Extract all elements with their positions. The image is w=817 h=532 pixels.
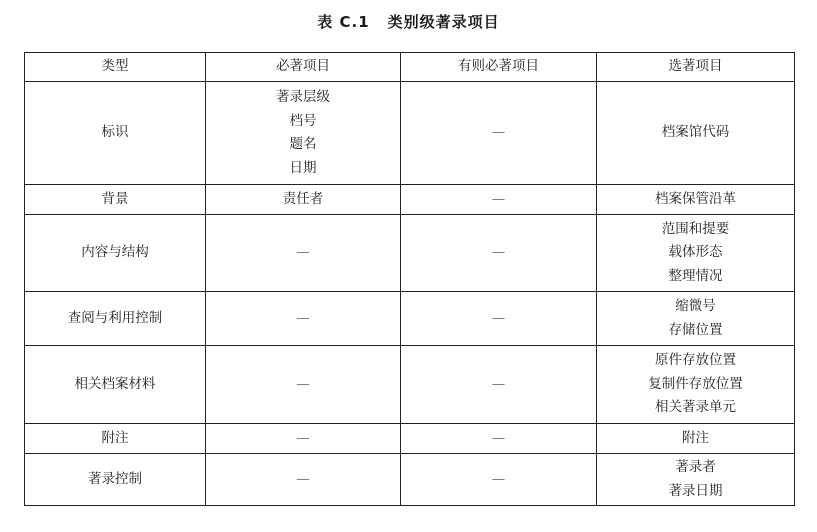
table-body (25, 82, 795, 506)
item-text: 日期 (289, 159, 317, 176)
header-row (25, 53, 795, 82)
cell-type: 标识 (25, 82, 206, 185)
empty-dash: — (491, 244, 506, 261)
empty-dash: — (296, 375, 310, 392)
table-title: 类别级著录项目 (387, 13, 500, 31)
header-type: 类型 (25, 53, 206, 82)
cell-optional (597, 346, 795, 424)
item-text: 缩微号 (675, 298, 716, 314)
table-row (25, 346, 795, 424)
empty-dash: — (296, 470, 310, 487)
cell-conditional (401, 292, 597, 346)
cell-required (206, 424, 401, 454)
table-row (25, 424, 795, 454)
cell-type: 内容与结构 (25, 215, 206, 292)
cell-type: 背景 (25, 185, 206, 215)
item-text: 著录层级 (276, 89, 330, 105)
cell-required (206, 215, 401, 292)
cell-type: 附注 (25, 424, 206, 454)
cell-conditional (401, 185, 597, 215)
empty-dash: — (491, 309, 506, 326)
cell-optional (597, 424, 795, 454)
item-text: 附注 (682, 429, 709, 446)
cell-required (206, 346, 401, 424)
item-text: 题名 (289, 136, 317, 152)
item-text: 档案保管沿革 (655, 190, 736, 207)
item-text: 著录者 (675, 459, 716, 475)
table-row (25, 185, 795, 215)
cell-required (206, 82, 401, 185)
item-text: 档案馆代码 (661, 124, 730, 141)
cell-required (206, 454, 401, 506)
header-conditional: 有则必著项目 (401, 53, 597, 82)
cell-conditional (401, 424, 597, 454)
cell-optional (597, 454, 795, 506)
empty-dash: — (491, 470, 506, 487)
item-text: 范围和提要 (661, 220, 730, 237)
cell-conditional (401, 82, 597, 185)
empty-dash: — (491, 124, 506, 141)
item-text: 存储位置 (668, 321, 723, 338)
empty-dash: — (491, 429, 506, 446)
empty-dash: — (296, 429, 310, 446)
table-row (25, 215, 795, 292)
item-text: 责任者 (282, 190, 324, 207)
empty-dash: — (491, 375, 506, 392)
empty-dash: — (296, 244, 310, 261)
empty-dash: — (296, 309, 310, 326)
cell-type: 著录控制 (25, 454, 206, 506)
cell-type: 相关档案材料 (25, 346, 206, 424)
cell-optional (597, 185, 795, 215)
descriptive-items-table (24, 52, 795, 506)
item-text: 载体形态 (668, 244, 723, 261)
table-caption (0, 11, 817, 32)
empty-dash: — (491, 190, 506, 207)
item-text: 相关著录单元 (655, 399, 736, 416)
cell-type: 查阅与利用控制 (25, 292, 206, 346)
item-text: 档号 (289, 112, 317, 129)
cell-required (206, 185, 401, 215)
item-text: 著录日期 (668, 482, 723, 499)
item-text: 原件存放位置 (655, 352, 736, 369)
cell-optional (597, 292, 795, 346)
table-row (25, 454, 795, 506)
cell-conditional (401, 346, 597, 424)
header-required: 必著项目 (206, 53, 401, 82)
item-text: 复制件存放位置 (648, 375, 743, 392)
cell-conditional (401, 215, 597, 292)
cell-optional (597, 82, 795, 185)
table-number: 表 C.1 (317, 13, 370, 31)
table-row (25, 292, 795, 346)
table-row (25, 82, 795, 185)
cell-conditional (401, 454, 597, 506)
cell-required (206, 292, 401, 346)
cell-optional (597, 215, 795, 292)
header-optional: 选著项目 (597, 53, 795, 82)
item-text: 整理情况 (668, 267, 723, 284)
